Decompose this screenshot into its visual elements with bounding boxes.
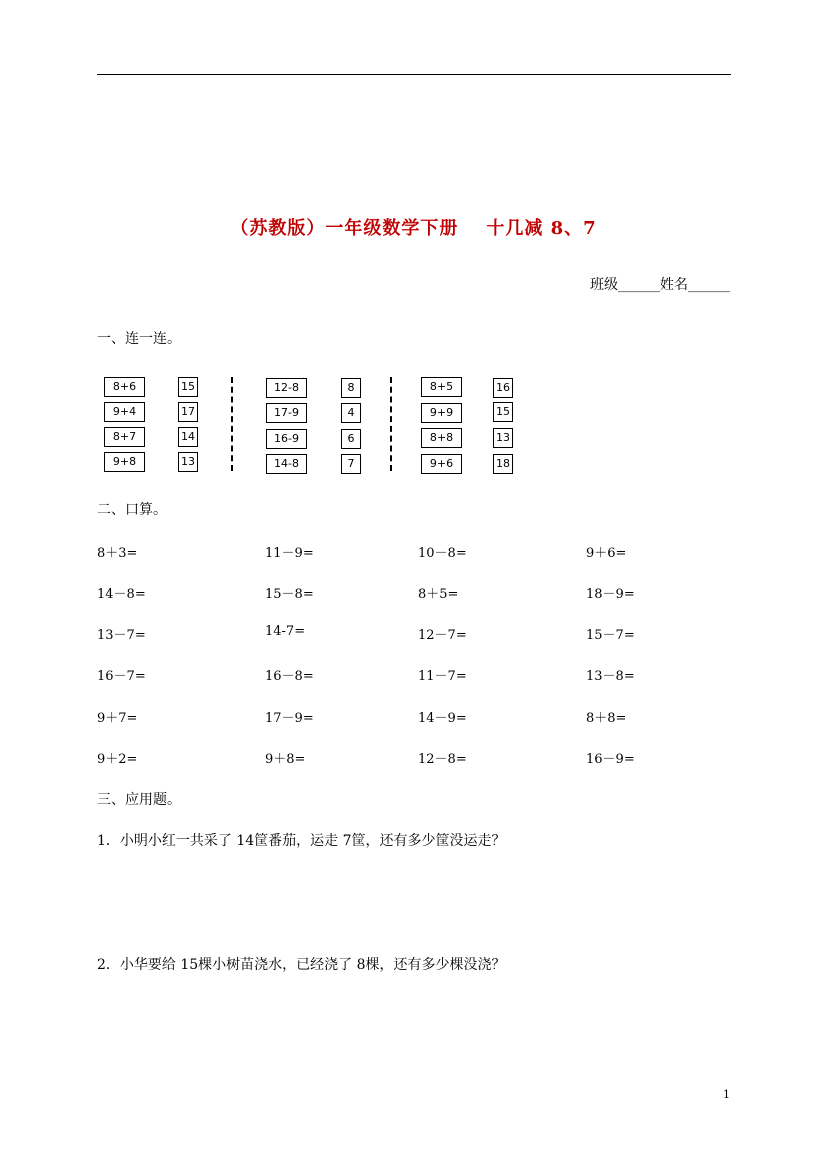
calc-item: 8＋3= [97,546,138,561]
match-num-box: 4 [341,403,361,423]
match-expr-box: 9+8 [104,452,145,472]
match-num-box: 8 [341,378,361,398]
dashed-divider [231,377,233,471]
match-num-box: 6 [341,429,361,449]
calc-item: 14-7= [265,624,306,639]
calc-item: 9＋6= [586,546,627,561]
match-expr-box: 9+4 [104,402,145,422]
calc-item: 8＋5= [418,587,459,602]
match-expr-box: 8+8 [421,428,462,448]
match-num-box: 13 [178,452,198,472]
match-expr-box: 8+7 [104,427,145,447]
match-expr-box: 9+6 [421,454,462,474]
match-expr-box: 8+5 [421,377,462,397]
title-part-a: （苏教版）一年级数学下册 [230,218,459,239]
match-num-box: 7 [341,454,361,474]
calc-item: 15－8= [265,587,314,602]
calc-item: 16－7= [97,669,146,684]
word-problem-1: 1．小明小红一共采了 14筐番茄，运走 7筐，还有多少筐没运走？ [97,833,506,849]
match-num-box: 15 [493,402,513,422]
calc-item: 12－8= [418,752,467,767]
calc-item: 9＋8= [265,752,306,767]
calc-item: 14－9= [418,711,467,726]
match-expr-box: 14-8 [266,454,307,474]
section1-label: 一、连一连。 [97,331,181,347]
calc-item: 11－7= [418,669,467,684]
calc-item: 9＋7= [97,711,138,726]
title-part-b: 十几减 8、7 [486,218,597,239]
calc-item: 13－7= [97,628,146,643]
word-problem-2: 2．小华要给 15棵小树苗浇水，已经浇了 8棵，还有多少棵没浇？ [97,957,506,973]
calc-item: 14－8= [97,587,146,602]
calc-item: 10－8= [418,546,467,561]
calc-item: 18－9= [586,587,635,602]
match-expr-box: 8+6 [104,377,145,397]
match-expr-box: 12-8 [266,378,307,398]
calc-item: 11－9= [265,546,314,561]
dashed-divider [390,377,392,471]
section2-label: 二、口算。 [97,502,167,518]
match-num-box: 18 [493,454,513,474]
calc-item: 17－9= [265,711,314,726]
calc-item: 9＋2= [97,752,138,767]
match-num-box: 14 [178,427,198,447]
header-rule [97,74,731,75]
match-num-box: 16 [493,378,513,398]
page-number: 1 [723,1088,730,1101]
calc-item: 16－9= [586,752,635,767]
section3-label: 三、应用题。 [97,792,181,808]
match-expr-box: 9+9 [421,403,462,423]
calc-item: 8＋8= [586,711,627,726]
match-expr-box: 17-9 [266,403,307,423]
match-num-box: 17 [178,402,198,422]
match-expr-box: 16-9 [266,429,307,449]
match-num-box: 15 [178,377,198,397]
calc-item: 12－7= [418,628,467,643]
page-title [0,214,827,240]
calc-item: 16－8= [265,669,314,684]
class-name-line: 班级______姓名______ [590,277,730,293]
calc-item: 15－7= [586,628,635,643]
calc-item: 13－8= [586,669,635,684]
match-num-box: 13 [493,428,513,448]
